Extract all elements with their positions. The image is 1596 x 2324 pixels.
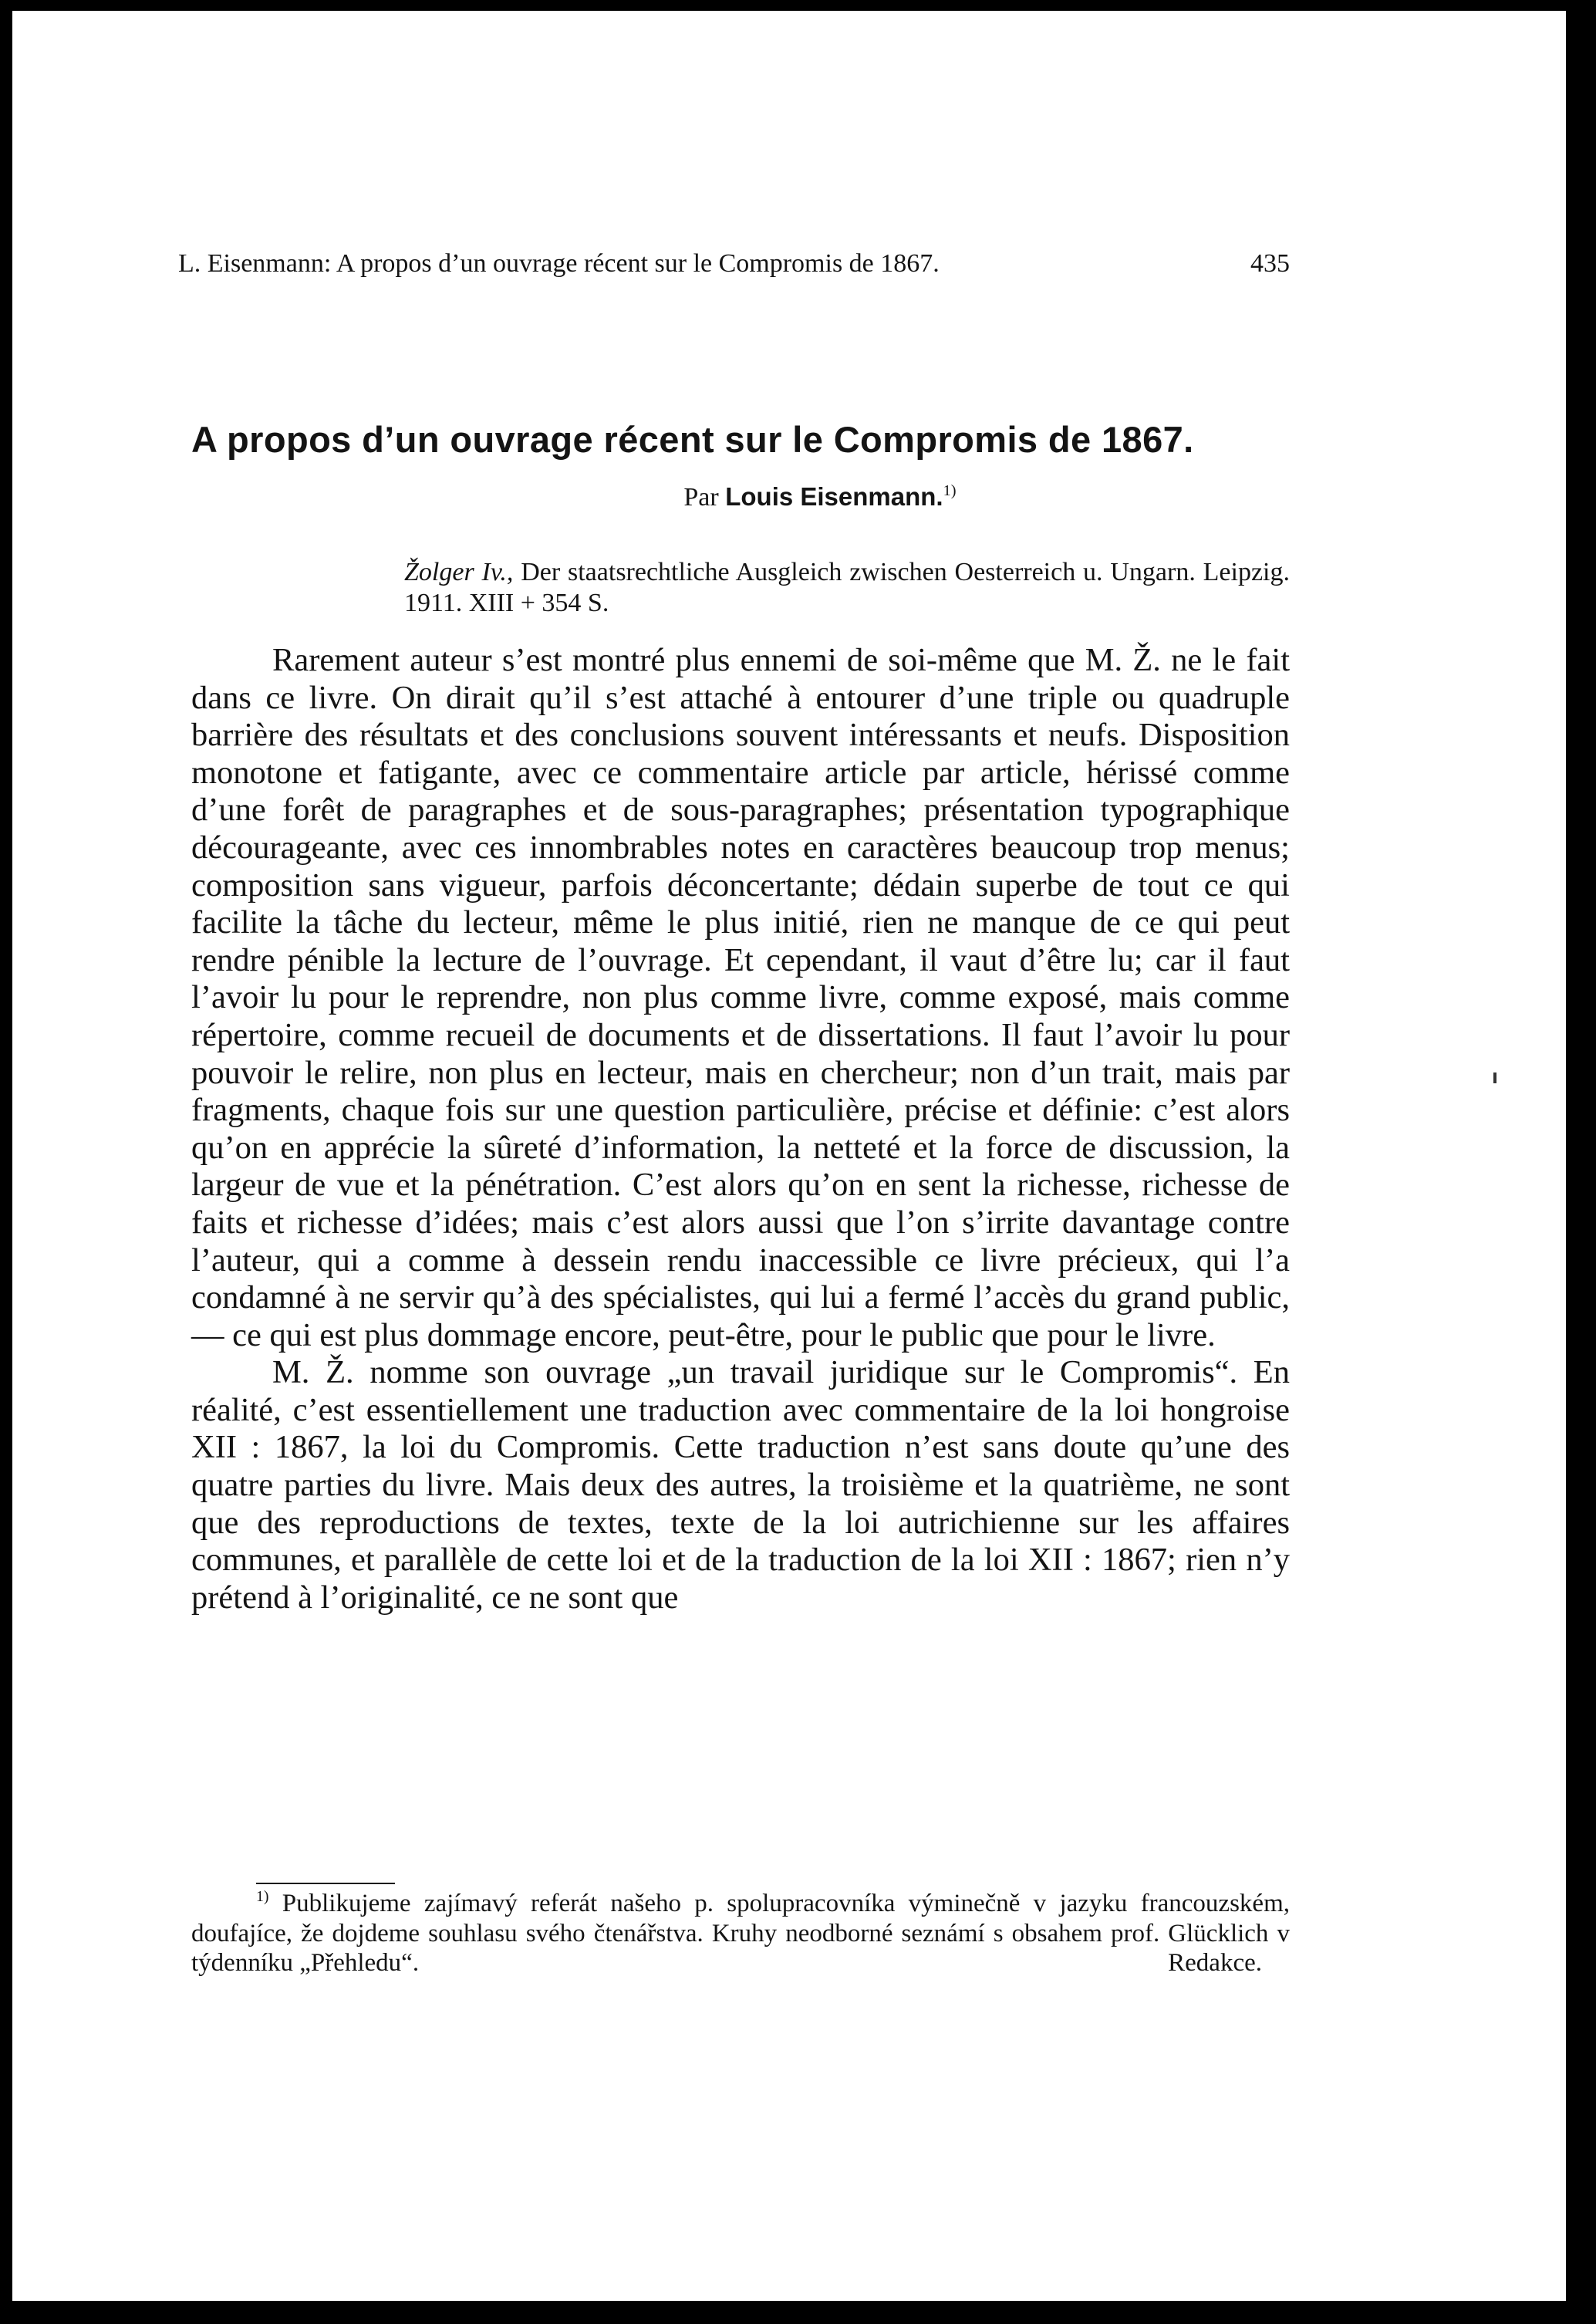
footnote-marker: 1) [256,1888,269,1906]
body-paragraph-1: Rarement auteur s’est montré plus ennemi de soi-même que M. Ž. ne le fait dans ce livre. On dirait qu’il s’est attaché à entourer d’une triple ou quadruple barrière des résultats et des conclusions souvent intéressants et neufs. Disposition monotone et fatigante, avec ce commentaire article par article, hérissé comme d’une forêt de paragraphes et de sous-paragraphes; présentation typographique décourageante, avec ces innombrables notes en caractères beaucoup trop menus; composition sans vigueur, parfois déconcertante; dédain superbe de tout ce qui facilite la tâche du lecteur, même le plus initié, rien ne manque de ce qui peut rendre pénible la lecture de l’ouvrage. Et cependant, il vaut d’être lu; car il faut l’avoir lu pour le reprendre, non plus comme livre, comme exposé, mais comme répertoire, comme recueil de documents et de dissertations. Il faut l’avoir lu pour pouvoir le relire, non plus en lecteur, mais en chercheur; non d’un trait, mais par fragments, chaque fois sur une question particulière, précise et définie: c’est alors qu’on en apprécie la sûreté d’information, la netteté et la force de discussion, la largeur de vue et la pénétration. C’est alors qu’on en sent la richesse, richesse de faits et richesse d’idées; mais c’est alors aussi que l’on s’irrite davantage contre l’auteur, qui a comme à dessein rendu inaccessible ce livre précieux, qui l’a condamné à ne servir qu’à des spécialistes, qui lui a fermé l’accès du grand public, — ce qui est plus dommage encore, peut-être, pour le public que pour le livre. [191,642,1290,1353]
running-head [178,248,1290,279]
footnote-divider [256,1883,395,1884]
footnote [191,1889,1290,1978]
footnote-signature: Redakce. [1168,1949,1262,1977]
running-head-title: L. Eisenmann: A propos d’un ouvrage récent sur le Compromis de 1867. [178,249,940,278]
author-name: Louis Eisenmann. [725,482,943,511]
citation-author: Žolger Iv., [404,558,514,586]
footnote-text: Publikujeme zajímavý referát našeho p. spolupracovníka výminečně v jazyku francouzském, doufajíce, že dojdeme souhlasu svého čtenářstva. Kruhy neodborné seznámí s obsahem prof. Glücklich v týdenníku „Přehledu“. [191,1890,1290,1977]
citation-details: Der staatsrechtliche Ausgleich zwischen Oesterreich u. Ungarn. Leipzig. 1911. XIII + 354 S. [404,558,1290,617]
page-number: 435 [1250,249,1290,278]
byline [12,481,1566,514]
margin-mark [1493,1072,1496,1083]
book-page [12,11,1566,2301]
byline-prefix: Par [683,483,719,512]
article-title: A propos d’un ouvrage récent sur le Compromis de 1867. [191,419,1194,460]
reviewed-work-citation [404,557,1290,619]
footnote-reference: 1) [943,481,957,499]
article-body [191,642,1290,1616]
body-paragraph-2: M. Ž. nomme son ouvrage „un travail juridique sur le Compromis“. En réalité, c’est essentiellement une traduction avec commentaire de la loi hongroise XII : 1867, la loi du Compromis. Cette traduction n’est sans doute qu’une des quatre parties du livre. Mais deux des autres, la troisième et la quatrième, ne sont que des reproductions de textes, texte de la loi autrichienne sur les affaires communes, et parallèle de cette loi et de la traduction de la loi XII : 1867; rien n’y prétend à l’originalité, ce ne sont que [191,1354,1290,1616]
